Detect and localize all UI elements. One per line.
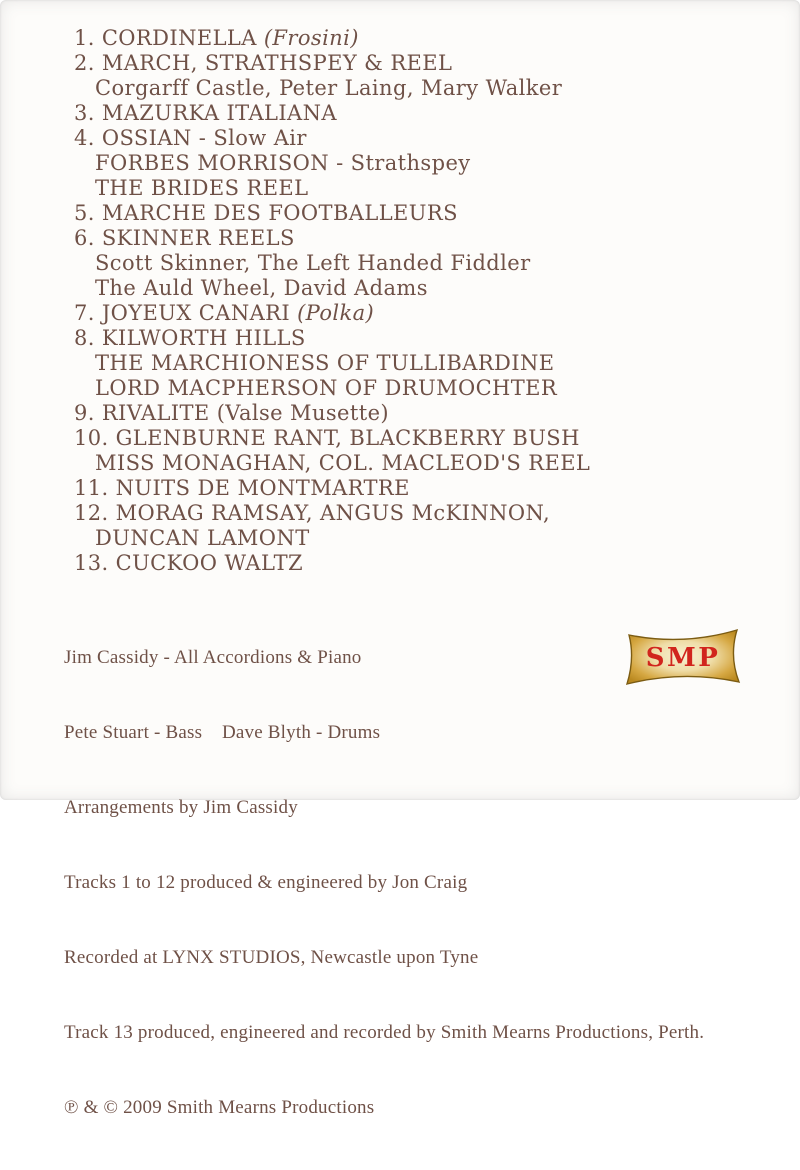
credit-line-arrangements: Arrangements by Jim Cassidy — [64, 797, 298, 818]
track-title: MARCH, STRATHSPEY & REEL — [101, 51, 453, 75]
track-number: 7. — [74, 301, 95, 325]
track-subline — [74, 76, 590, 101]
track-subtitle: LORD MACPHERSON OF DRUMOCHTER — [95, 376, 558, 400]
track-subtitle: FORBES MORRISON - Strathspey — [95, 151, 471, 175]
track-title: MAZURKA ITALIANA — [101, 101, 337, 125]
track-line — [74, 476, 590, 501]
track-line — [74, 26, 590, 51]
track-subtitle: THE BRIDES REEL — [95, 176, 309, 200]
track-number: 9. — [74, 401, 95, 425]
credit-line-track13: Track 13 produced, engineered and recorded by Smith Mearns Productions, Perth. — [64, 1022, 705, 1043]
track-subtitle: DUNCAN LAMONT — [95, 526, 310, 550]
track-subtitle: The Auld Wheel, David Adams — [95, 276, 428, 300]
track-title: CUCKOO WALTZ — [115, 551, 304, 575]
track-number: 4. — [74, 126, 95, 150]
track-title: CORDINELLA — [101, 26, 257, 50]
track-number: 11. — [74, 476, 109, 500]
smp-logo-graphic — [623, 625, 743, 689]
track-number: 10. — [74, 426, 109, 450]
credit-line-musicians-2: Pete Stuart - Bass Dave Blyth - Drums — [64, 722, 381, 743]
track-line — [74, 301, 590, 326]
track-number: 2. — [74, 51, 95, 75]
track-title: RIVALITE (Valse Musette) — [101, 401, 389, 425]
track-subline — [74, 351, 590, 376]
track-number: 1. — [74, 26, 95, 50]
credit-line-musicians-1: Jim Cassidy - All Accordions & Piano — [64, 647, 362, 668]
track-list — [74, 26, 590, 576]
track-line — [74, 226, 590, 251]
track-line — [74, 126, 590, 151]
credits-block — [64, 595, 704, 1170]
track-title: SKINNER REELS — [101, 226, 295, 250]
track-subline — [74, 526, 590, 551]
smp-logo-text: SMP — [645, 643, 721, 673]
track-subtitle: THE MARCHIONESS OF TULLIBARDINE — [95, 351, 555, 375]
track-line — [74, 326, 590, 351]
track-title: NUITS DE MONTMARTRE — [115, 476, 410, 500]
track-subline — [74, 376, 590, 401]
track-line — [74, 401, 590, 426]
track-subtitle: Corgarff Castle, Peter Laing, Mary Walker — [95, 76, 563, 100]
track-subtitle: MISS MONAGHAN, COL. MACLEOD'S REEL — [95, 451, 591, 475]
track-line — [74, 101, 590, 126]
track-subline — [74, 251, 590, 276]
credit-line-copyright: ℗ & © 2009 Smith Mearns Productions — [64, 1097, 375, 1118]
track-number: 6. — [74, 226, 95, 250]
track-number: 8. — [74, 326, 95, 350]
track-number: 12. — [74, 501, 109, 525]
track-line — [74, 201, 590, 226]
track-title: MORAG RAMSAY, ANGUS McKINNON, — [115, 501, 551, 525]
track-subline — [74, 151, 590, 176]
track-note: (Polka) — [297, 301, 375, 325]
track-subline — [74, 276, 590, 301]
track-subtitle: Scott Skinner, The Left Handed Fiddler — [95, 251, 531, 275]
credit-line-studio: Recorded at LYNX STUDIOS, Newcastle upon Tyne — [64, 947, 479, 968]
credit-line-production: Tracks 1 to 12 produced & engineered by Jon Craig — [64, 872, 468, 893]
track-title: GLENBURNE RANT, BLACKBERRY BUSH — [115, 426, 580, 450]
track-line — [74, 426, 590, 451]
track-line — [74, 501, 590, 526]
track-title: KILWORTH HILLS — [101, 326, 306, 350]
track-subline — [74, 451, 590, 476]
track-note: (Frosini) — [263, 26, 359, 50]
smp-logo — [623, 625, 743, 689]
track-line — [74, 51, 590, 76]
track-number: 13. — [74, 551, 109, 575]
track-line — [74, 551, 590, 576]
track-title: OSSIAN - Slow Air — [101, 126, 307, 150]
track-number: 5. — [74, 201, 95, 225]
track-title: MARCHE DES FOOTBALLEURS — [101, 201, 458, 225]
track-title: JOYEUX CANARI — [101, 301, 291, 325]
track-number: 3. — [74, 101, 95, 125]
track-subline — [74, 176, 590, 201]
